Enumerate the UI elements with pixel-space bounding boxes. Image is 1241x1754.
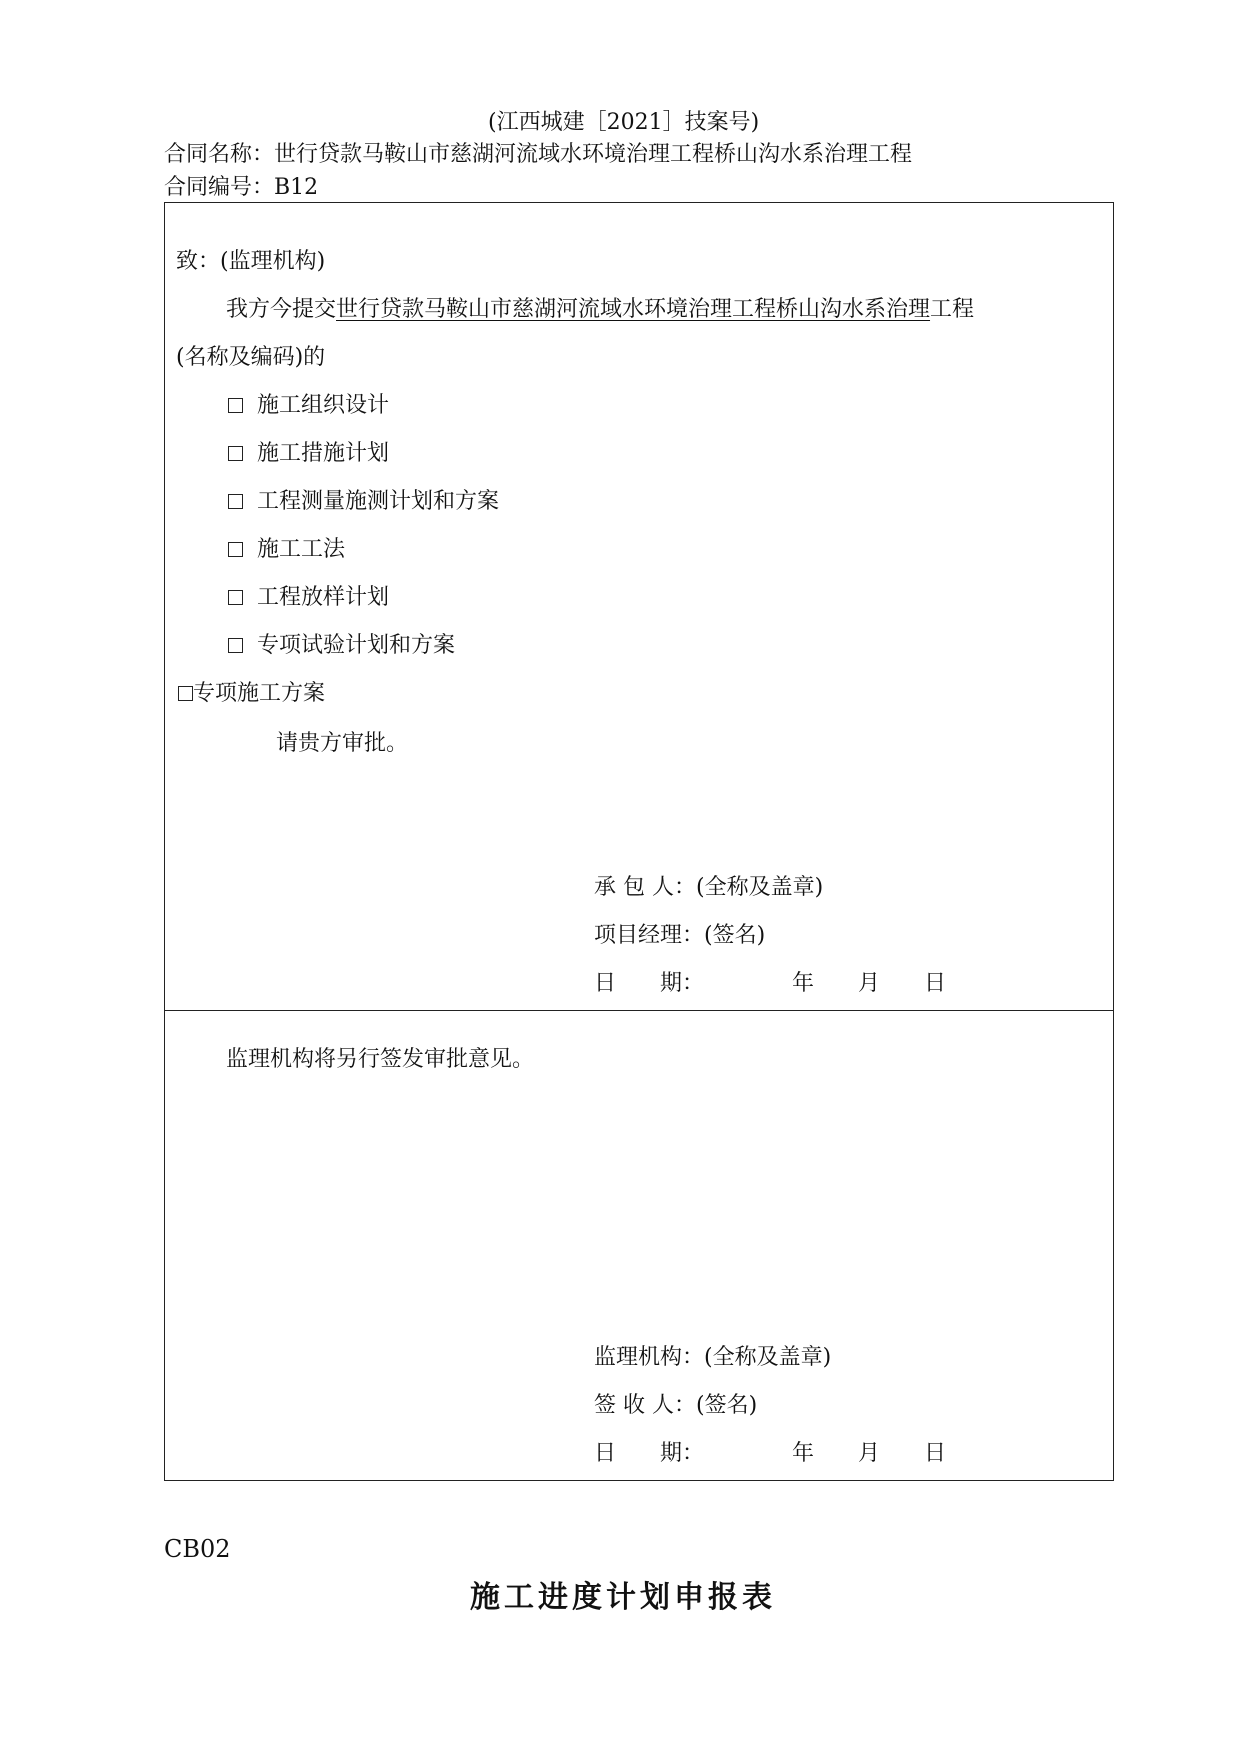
addressee: 致：(监理机构)	[176, 249, 326, 274]
project-name-field: 世行贷款马鞍山市慈湖河流域水环境治理工程桥山沟水系治理	[336, 297, 931, 322]
option-label: 专项施工方案	[193, 681, 326, 706]
contract-name-label: 合同名称：	[164, 142, 275, 167]
section-divider	[164, 1010, 1114, 1011]
option-label: 专项试验计划和方案	[257, 633, 456, 658]
option-special-construction-plan[interactable]	[178, 680, 325, 708]
option-label: 工程放样计划	[257, 585, 390, 610]
date-label: 日 期：	[594, 971, 705, 996]
supervision-date-fields: 年 月 日	[792, 1441, 947, 1466]
manager-signature: 项目经理：(签名)	[594, 923, 766, 948]
option-label: 工程测量施测计划和方案	[257, 489, 500, 514]
option-layout-plan[interactable]	[228, 584, 389, 612]
checkbox[interactable]	[228, 590, 243, 605]
supervision-date	[594, 1440, 704, 1468]
supervision-agency-signature: 监理机构：(全称及盖章)	[594, 1345, 832, 1370]
receiver-signature: 签 收 人：(签名)	[594, 1393, 758, 1418]
submission-date	[594, 970, 704, 998]
contract-number-line	[164, 174, 318, 202]
contract-name-line	[164, 141, 912, 169]
contract-number: B12	[274, 175, 319, 200]
checkbox[interactable]	[228, 446, 243, 461]
intro-prefix: 我方今提交	[226, 297, 337, 322]
approval-request: 请贵方审批。	[276, 731, 409, 756]
form-title: 施工进度计划申报表	[470, 1580, 776, 1615]
option-test-plan[interactable]	[228, 632, 455, 660]
supervision-opinion: 监理机构将另行签发审批意见。	[226, 1047, 535, 1072]
checkbox[interactable]	[228, 638, 243, 653]
form-code: CB02	[164, 1535, 231, 1563]
intro-suffix: 工程	[930, 297, 975, 322]
checkbox[interactable]	[228, 398, 243, 413]
option-survey-plan[interactable]	[228, 488, 499, 516]
record-note: (江西城建［2021］技案号)	[488, 110, 760, 135]
contract-number-label: 合同编号：	[164, 175, 275, 200]
contractor-signature: 承 包 人：(全称及盖章)	[594, 875, 824, 900]
option-label: 施工工法	[257, 537, 346, 562]
option-label: 施工措施计划	[257, 441, 390, 466]
checkbox[interactable]	[228, 494, 243, 509]
option-label: 施工组织设计	[257, 393, 390, 418]
checkbox[interactable]	[178, 686, 193, 701]
checkbox[interactable]	[228, 542, 243, 557]
contract-name: 世行贷款马鞍山市慈湖河流域水环境治理工程桥山沟水系治理工程	[274, 142, 913, 167]
option-measures-plan[interactable]	[228, 440, 389, 468]
date-label: 日 期：	[594, 1441, 705, 1466]
submission-intro	[226, 296, 974, 324]
name-and-code: (名称及编码)的	[176, 345, 326, 370]
submission-date-fields: 年 月 日	[792, 971, 947, 996]
option-construction-design[interactable]	[228, 392, 389, 420]
option-construction-method[interactable]	[228, 536, 345, 564]
